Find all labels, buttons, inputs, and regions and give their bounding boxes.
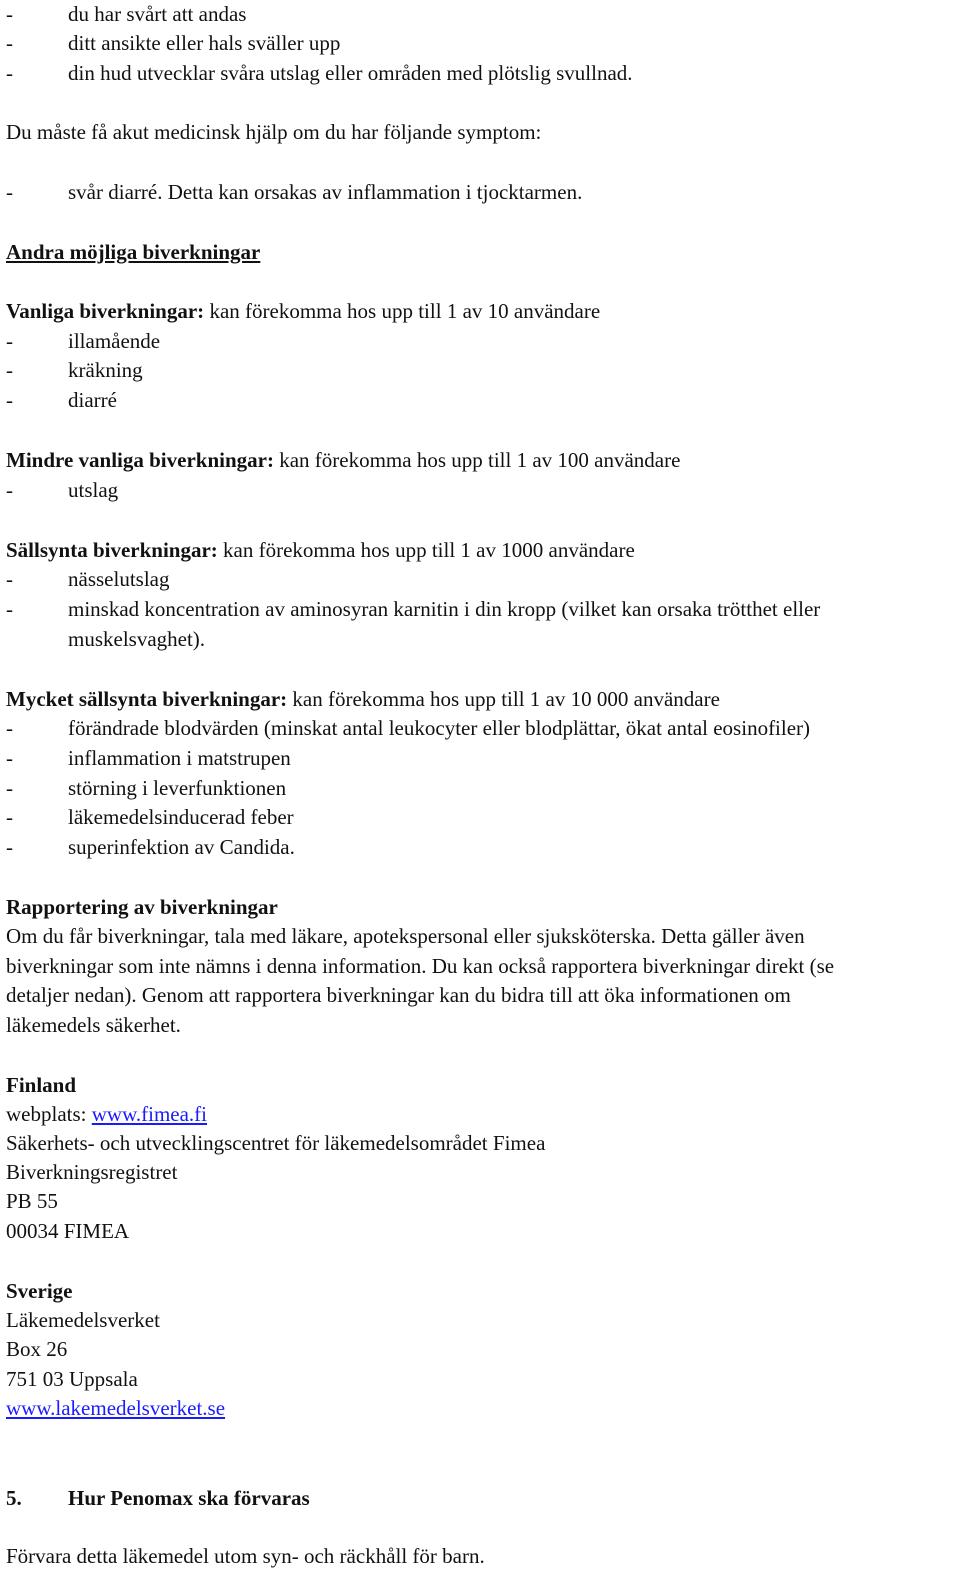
list-dash: - <box>6 329 13 353</box>
list-item: inflammation i matstrupen <box>68 746 291 770</box>
list-item: förändrade blodvärden (minskat antal leukocyter eller blodplättar, ökat antal eosinofiler) <box>68 716 811 740</box>
address-line: Säkerhets- och utvecklingscentret för läkemedelsområdet Fimea <box>6 1131 546 1155</box>
frequency-text: kan förekomma hos upp till 1 av 10 000 användare <box>287 687 720 711</box>
list-dash: - <box>6 746 13 770</box>
address-line: PB 55 <box>6 1189 58 1213</box>
list-dash: - <box>6 478 13 502</box>
sweden-heading: Sverige <box>6 1279 73 1303</box>
finland-website <box>6 1102 207 1126</box>
list-item: läkemedelsinducerad feber <box>68 805 294 829</box>
fimea-link[interactable]: www.fimea.fi <box>91 1102 207 1126</box>
reporting-paragraph-line: biverkningar som inte nämns i denna information. Du kan också rapportera biverkningar direkt (se <box>6 954 835 978</box>
address-line: Box 26 <box>6 1337 68 1361</box>
list-dash: - <box>6 567 13 591</box>
list-dash: - <box>6 805 13 829</box>
list-dash: - <box>6 2 13 26</box>
address-line: Biverkningsregistret <box>6 1160 178 1184</box>
list-item: kräkning <box>68 358 143 382</box>
finland-heading: Finland <box>6 1073 77 1097</box>
list-dash: - <box>6 31 13 55</box>
list-item: utslag <box>68 478 119 502</box>
list-item: diarré <box>68 388 117 412</box>
reporting-paragraph-line: läkemedels säkerhet. <box>6 1013 181 1037</box>
list-dash: - <box>6 776 13 800</box>
list-item: superinfektion av Candida. <box>68 835 295 859</box>
list-item: minskad koncentration av aminosyran karnitin i din kropp (vilket kan orsaka trötthet eller <box>68 597 821 621</box>
frequency-uncommon <box>6 448 680 472</box>
sweden-website <box>6 1396 225 1420</box>
storage-instruction: Förvara detta läkemedel utom syn- och räckhåll för barn. <box>6 1544 485 1568</box>
list-item: svår diarré. Detta kan orsakas av inflammation i tjocktarmen. <box>68 180 583 204</box>
address-line: 751 03 Uppsala <box>6 1367 138 1391</box>
list-dash: - <box>6 835 13 859</box>
list-dash: - <box>6 388 13 412</box>
list-item: ditt ansikte eller hals sväller upp <box>68 31 341 55</box>
frequency-text: kan förekomma hos upp till 1 av 100 användare <box>273 448 681 472</box>
frequency-label: Vanliga biverkningar: <box>6 299 205 323</box>
list-dash: - <box>6 180 13 204</box>
lakemedelsverket-link[interactable]: www.lakemedelsverket.se <box>6 1396 226 1420</box>
reporting-paragraph-line: detaljer nedan). Genom att rapportera biverkningar kan du bidra till att öka informationen om <box>6 983 791 1007</box>
frequency-very-rare <box>6 687 720 711</box>
list-item: din hud utvecklar svåra utslag eller områden med plötslig svullnad. <box>68 61 633 85</box>
list-item-continuation: muskelsvaghet). <box>68 627 206 651</box>
reporting-heading: Rapportering av biverkningar <box>6 895 278 919</box>
frequency-label: Sällsynta biverkningar: <box>6 538 218 562</box>
website-label: webplats: <box>6 1102 92 1126</box>
list-item: nässelutslag <box>68 567 170 591</box>
frequency-label: Mycket sällsynta biverkningar: <box>6 687 288 711</box>
frequency-text: kan förekomma hos upp till 1 av 1000 användare <box>217 538 635 562</box>
frequency-text: kan förekomma hos upp till 1 av 10 användare <box>204 299 601 323</box>
reporting-paragraph-line: Om du får biverkningar, tala med läkare, apotekspersonal eller sjuksköterska. Detta gäller även <box>6 924 805 948</box>
address-line: Läkemedelsverket <box>6 1308 160 1332</box>
list-item: störning i leverfunktionen <box>68 776 287 800</box>
address-line: 00034 FIMEA <box>6 1219 130 1243</box>
section-5-title: Hur Penomax ska förvaras <box>68 1486 310 1510</box>
list-dash: - <box>6 358 13 382</box>
frequency-common <box>6 299 600 323</box>
frequency-rare <box>6 538 635 562</box>
frequency-label: Mindre vanliga biverkningar: <box>6 448 274 472</box>
section-5-number: 5. <box>6 1486 22 1510</box>
list-dash: - <box>6 597 13 621</box>
list-dash: - <box>6 61 13 85</box>
list-item: du har svårt att andas <box>68 2 247 26</box>
list-item: illamående <box>68 329 161 353</box>
list-dash: - <box>6 716 13 740</box>
section-heading-other-side-effects: Andra möjliga biverkningar <box>6 240 261 264</box>
urgent-intro: Du måste få akut medicinsk hjälp om du har följande symptom: <box>6 120 542 144</box>
